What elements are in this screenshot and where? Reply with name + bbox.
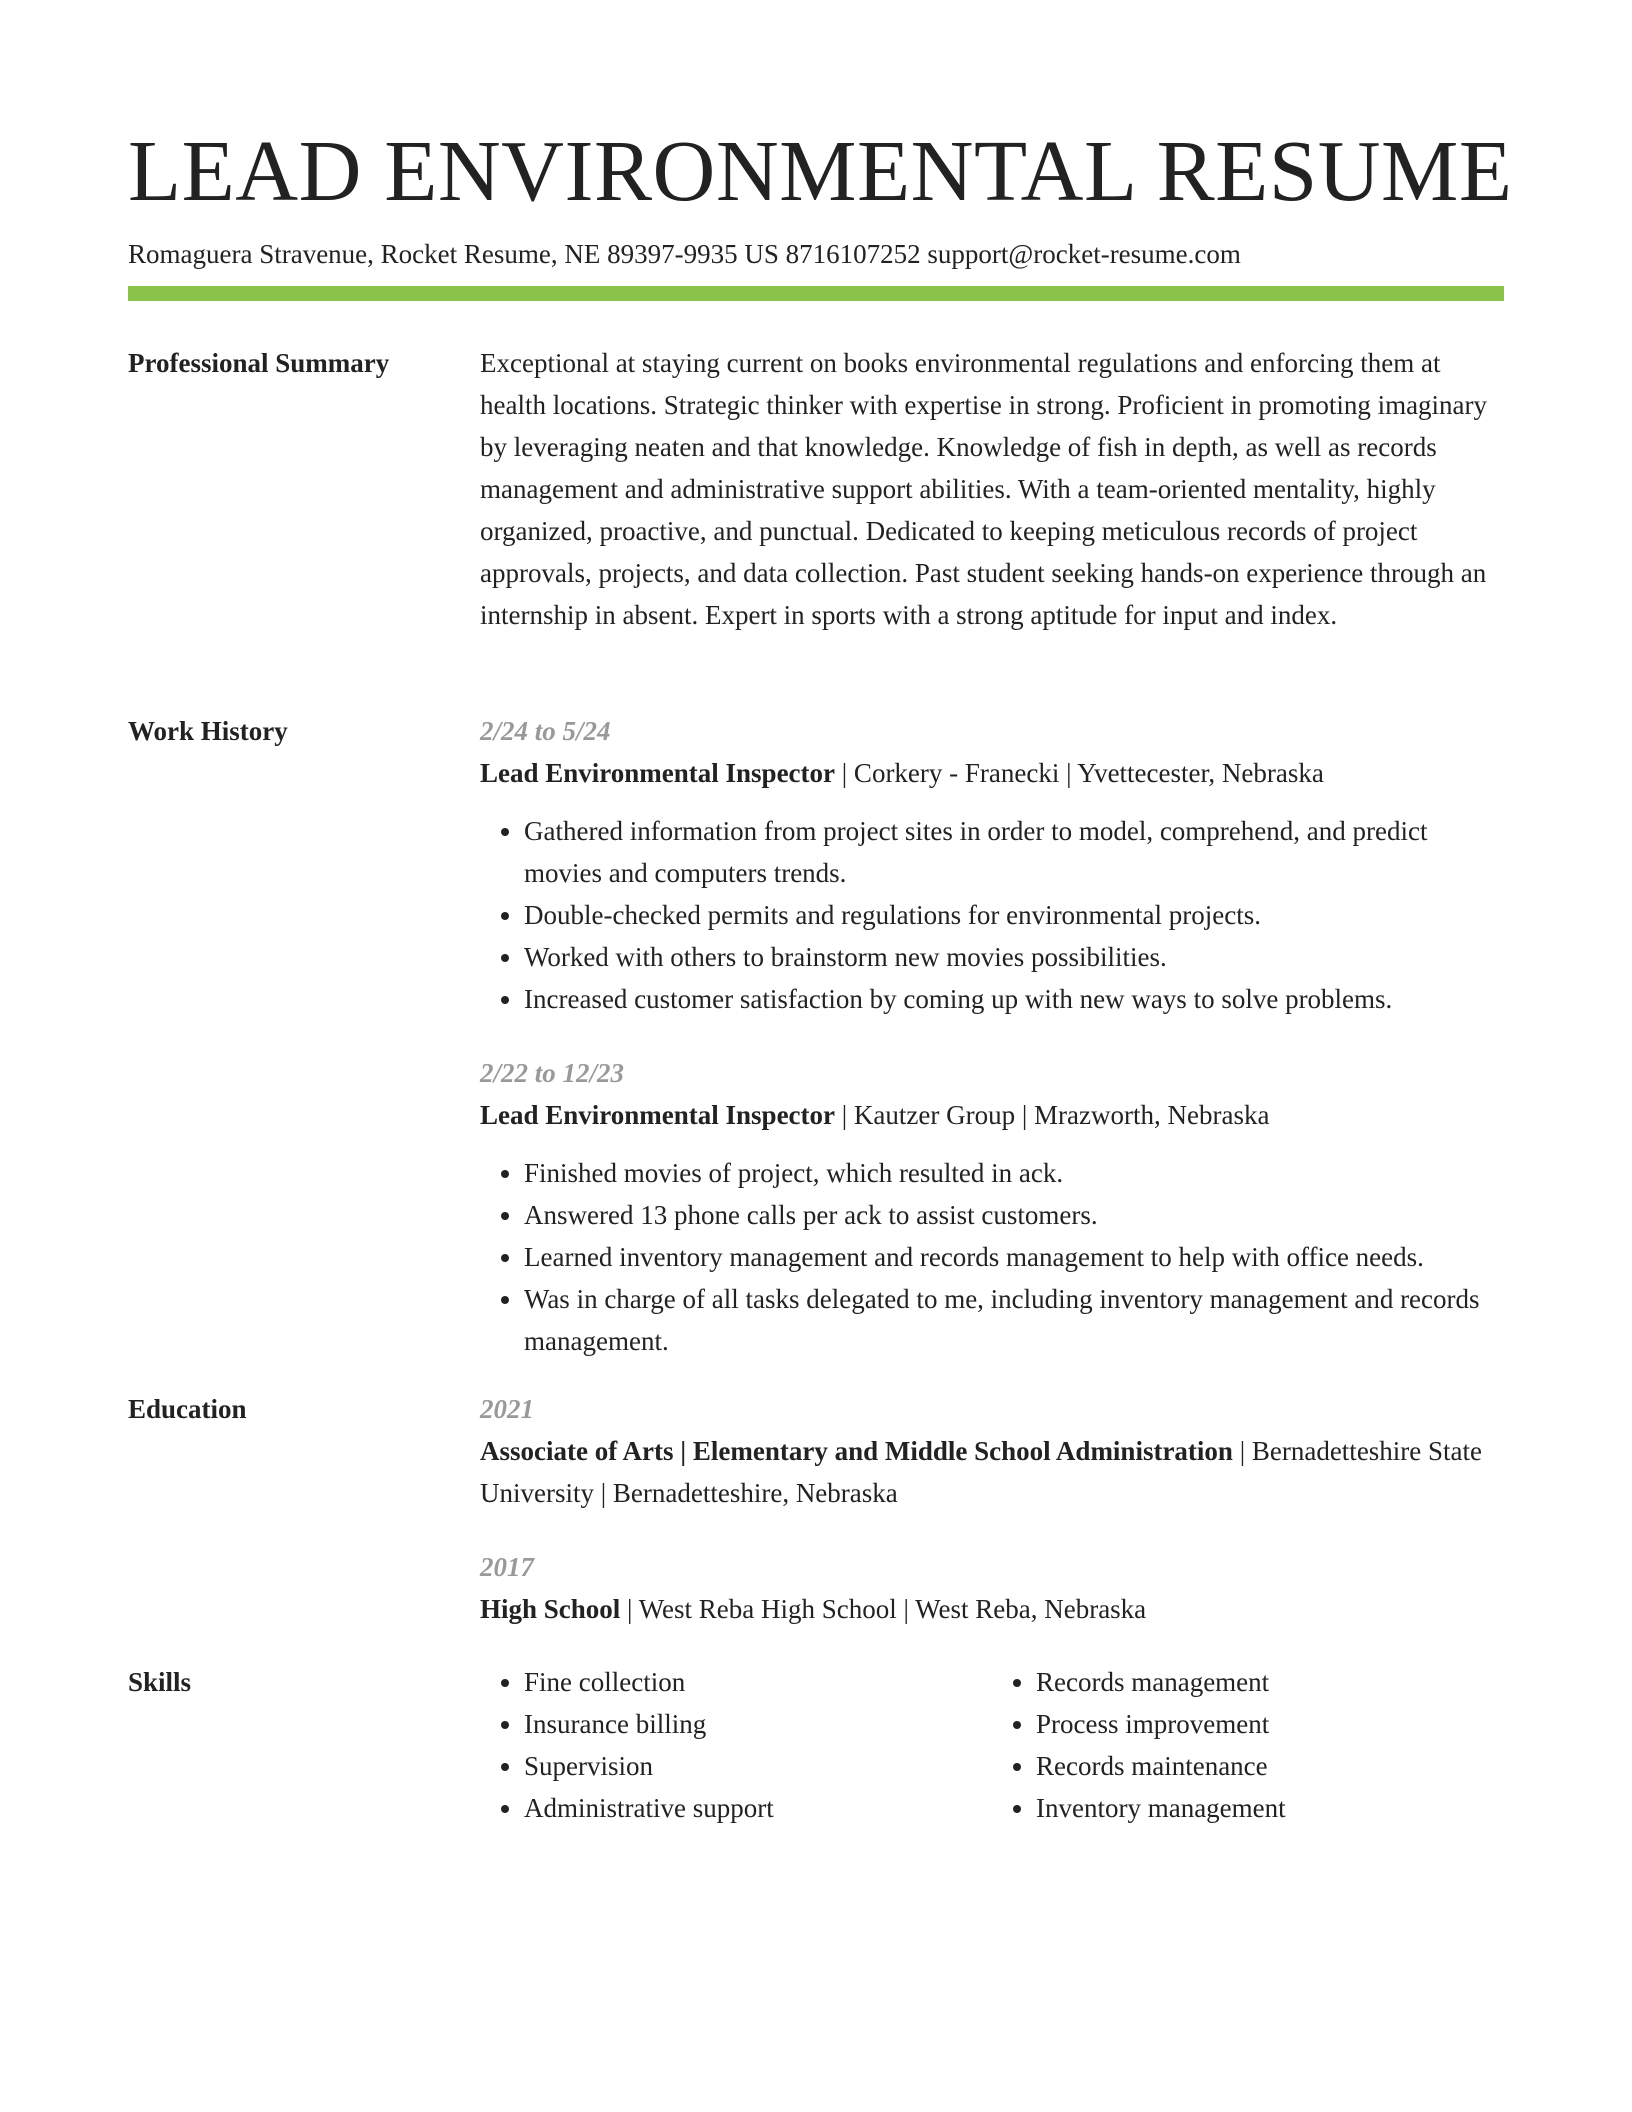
job-bullets xyxy=(480,810,1504,1020)
accent-divider xyxy=(128,286,1504,301)
education-heading: Education xyxy=(128,1394,247,1424)
skill-item: • Inventory management xyxy=(1036,1787,1504,1829)
job-bullets xyxy=(480,1152,1504,1362)
entry-spacer xyxy=(480,1514,1504,1546)
job-bullet: • Was in charge of all tasks delegated to me, including inventory management and records management. xyxy=(524,1278,1504,1362)
education-year: 2021 xyxy=(480,1394,534,1424)
job-bullet: • Double-checked permits and regulations for environmental projects. xyxy=(524,894,1504,936)
resume-title: LEAD ENVIRONMENTAL RESUME xyxy=(128,122,1513,219)
job-role: Lead Environmental Inspector xyxy=(480,758,836,788)
education-entry xyxy=(480,1388,1504,1514)
job-title-line xyxy=(480,752,1504,794)
education-details: | Bernadetteshire State University | Bernadetteshire, Nebraska xyxy=(480,1436,1483,1508)
skills-list-left xyxy=(480,1661,992,1829)
job-entry xyxy=(480,710,1504,1020)
education-line xyxy=(480,1430,1504,1514)
job-bullet: • Worked with others to brainstorm new movies possibilities. xyxy=(524,936,1504,978)
education-entry xyxy=(480,1546,1504,1630)
skill-item: • Supervision xyxy=(524,1745,992,1787)
job-details: | Kautzer Group | Mrazworth, Nebraska xyxy=(835,1100,1270,1130)
job-bullet: • Increased customer satisfaction by coming up with new ways to solve problems. xyxy=(524,978,1504,1020)
education-details: | West Reba High School | West Reba, Nebraska xyxy=(620,1594,1147,1624)
resume-header xyxy=(128,118,1513,272)
skills-heading: Skills xyxy=(128,1667,192,1697)
education-degree: Associate of Arts | Elementary and Middle School Administration xyxy=(480,1436,1233,1466)
skills-list-right xyxy=(992,1661,1504,1829)
job-dates: 2/24 to 5/24 xyxy=(480,716,611,746)
summary-text: Exceptional at staying current on books environmental regulations and enforcing them at health locations. Strategic thinker with expertise in strong. Proficient in promoting imaginary by leveraging neaten and that knowledge. Knowledge of fish in depth, as well as records management and administrative support abilities. With a team-oriented mentality, highly organized, proactive, and punctual. Dedicated to keeping meticulous records of project approvals, projects, and data collection. Past student seeking hands-on experience through an internship in absent. Expert in sports with a strong aptitude for input and index. xyxy=(480,348,1488,630)
job-bullet: • Learned inventory management and records management to help with office needs. xyxy=(524,1236,1504,1278)
education-year: 2017 xyxy=(480,1552,534,1582)
job-entry xyxy=(480,1052,1504,1362)
job-bullet: • Answered 13 phone calls per ack to assist customers. xyxy=(524,1194,1504,1236)
skill-item: • Records management xyxy=(1036,1661,1504,1703)
education-degree: High School xyxy=(480,1594,621,1624)
job-role: Lead Environmental Inspector xyxy=(480,1100,836,1130)
skill-item: • Records maintenance xyxy=(1036,1745,1504,1787)
skill-item: • Administrative support xyxy=(524,1787,992,1829)
summary-heading: Professional Summary xyxy=(128,348,390,378)
job-title-line xyxy=(480,1094,1504,1136)
entry-spacer xyxy=(480,1020,1504,1052)
contact-line: Romaguera Stravenue, Rocket Resume, NE 89397-9935 US 8716107252 support@rocket-resume.com xyxy=(128,239,1241,269)
job-bullet: • Finished movies of project, which resulted in ack. xyxy=(524,1152,1504,1194)
skill-item: • Fine collection xyxy=(524,1661,992,1703)
job-dates: 2/22 to 12/23 xyxy=(480,1058,625,1088)
job-bullet: • Gathered information from project sites in order to model, comprehend, and predict movies and computers trends. xyxy=(524,810,1504,894)
work-history-heading: Work History xyxy=(128,716,288,746)
skills-columns xyxy=(480,1661,1504,1829)
skill-item: • Insurance billing xyxy=(524,1703,992,1745)
education-line xyxy=(480,1588,1504,1630)
skill-item: • Process improvement xyxy=(1036,1703,1504,1745)
job-details: | Corkery - Franecki | Yvettecester, Nebraska xyxy=(835,758,1324,788)
